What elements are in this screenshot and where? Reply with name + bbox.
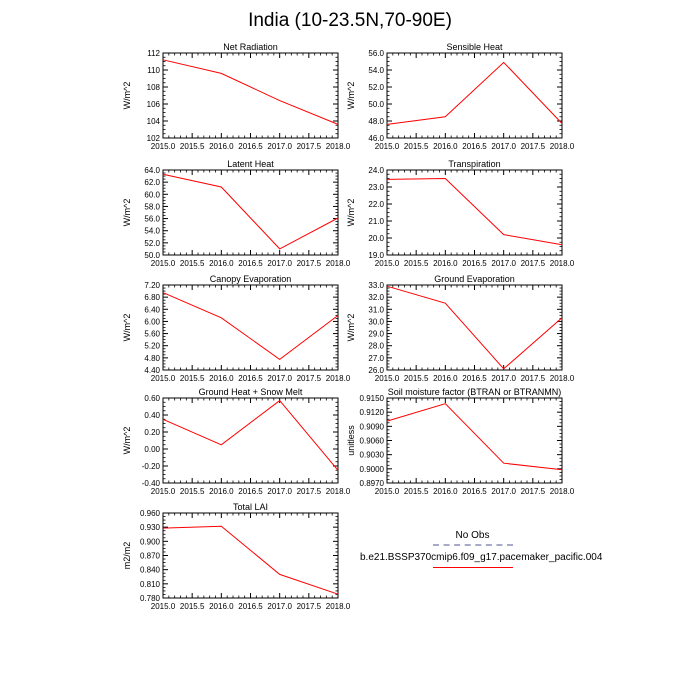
- y-tick-label: 0.9090: [359, 422, 384, 432]
- chart-panel: [122, 42, 351, 151]
- y-tick-label: 56.0: [368, 49, 384, 58]
- y-tick-label: 0.8970: [359, 479, 384, 488]
- x-tick-label: 2017.0: [491, 487, 516, 496]
- panel-title: Sensible Heat: [446, 42, 503, 52]
- y-tick-label: 5.60: [144, 329, 160, 339]
- y-tick-label: 102: [146, 134, 160, 143]
- y-tick-label: 64.0: [144, 166, 160, 175]
- y-tick-label: 30.0: [368, 317, 384, 327]
- plot-frame: [163, 170, 338, 255]
- y-tick-label: 0.9030: [359, 450, 384, 460]
- x-tick-label: 2018.0: [549, 487, 575, 496]
- x-tick-label: 2017.0: [267, 374, 292, 383]
- series-line: [163, 293, 338, 360]
- y-axis-label: W/m^2: [346, 313, 356, 342]
- x-tick-label: 2017.5: [520, 259, 546, 268]
- y-axis-label: unitless: [346, 425, 356, 456]
- y-tick-label: 0.20: [144, 428, 160, 437]
- plot-frame: [163, 285, 338, 370]
- x-tick-label: 2016.0: [209, 142, 234, 151]
- y-tick-label: 48.0: [368, 117, 384, 126]
- x-tick-label: 2017.0: [267, 487, 292, 496]
- y-tick-label: 0.9120: [359, 408, 384, 418]
- y-tick-label: 0.9060: [359, 436, 384, 446]
- y-tick-label: 0.810: [139, 579, 160, 589]
- page-title: India (10-23.5N,70-90E): [248, 10, 452, 31]
- y-tick-label: 0.60: [144, 394, 160, 403]
- y-tick-label: 46.0: [368, 134, 384, 143]
- x-tick-label: 2016.0: [433, 259, 458, 268]
- x-tick-label: 2017.0: [491, 259, 516, 268]
- x-tick-label: 2016.5: [462, 259, 487, 268]
- series-line: [163, 174, 338, 249]
- y-axis-label: W/m^2: [122, 198, 132, 227]
- y-tick-label: 4.80: [144, 353, 160, 363]
- y-tick-label: 28.0: [368, 341, 384, 351]
- y-tick-label: 0.960: [139, 509, 160, 518]
- x-tick-label: 2017.5: [296, 487, 322, 496]
- x-tick-label: 2017.5: [520, 487, 546, 496]
- x-tick-label: 2015.5: [403, 374, 429, 383]
- chart-panel: [122, 274, 351, 383]
- y-tick-label: 112: [147, 49, 160, 58]
- y-tick-label: 32.0: [368, 293, 384, 303]
- chart-panel: [122, 502, 351, 611]
- x-tick-label: 2016.5: [238, 487, 263, 496]
- y-tick-label: 27.0: [368, 353, 384, 363]
- x-tick-label: 2017.0: [267, 142, 292, 151]
- x-tick-label: 2017.0: [267, 259, 292, 268]
- x-tick-label: 2018.0: [325, 487, 351, 496]
- x-tick-label: 2018.0: [549, 259, 575, 268]
- x-tick-label: 2016.5: [238, 374, 263, 383]
- x-tick-label: 2018.0: [325, 259, 351, 268]
- y-tick-label: 21.0: [368, 217, 384, 226]
- y-tick-label: 0.900: [139, 537, 160, 547]
- y-tick-label: 0.9150: [359, 394, 384, 403]
- y-tick-label: 26.0: [368, 366, 384, 375]
- y-tick-label: 33.0: [368, 281, 384, 290]
- y-tick-label: 60.0: [144, 190, 160, 200]
- y-tick-label: 0.40: [144, 411, 160, 420]
- chart-panel: [346, 159, 575, 268]
- chart-panel: [122, 159, 351, 268]
- y-axis-label: W/m^2: [122, 81, 132, 110]
- x-tick-label: 2017.5: [520, 374, 546, 383]
- panel-title: Net Radiation: [223, 42, 278, 52]
- x-tick-label: 2015.5: [179, 602, 205, 611]
- x-tick-label: 2016.5: [238, 602, 263, 611]
- x-tick-label: 2016.0: [433, 487, 458, 496]
- x-tick-label: 2016.5: [462, 487, 487, 496]
- series-line: [163, 60, 338, 125]
- x-tick-label: 2015.5: [403, 142, 429, 151]
- y-tick-label: 31.0: [368, 305, 384, 315]
- x-tick-label: 2017.5: [296, 259, 322, 268]
- y-tick-label: 54.0: [144, 226, 160, 236]
- y-tick-label: 0.780: [139, 594, 160, 603]
- x-tick-label: 2016.0: [209, 374, 234, 383]
- x-tick-label: 2016.0: [209, 602, 234, 611]
- y-tick-label: 6.40: [144, 305, 160, 315]
- chart-panel: [346, 387, 575, 496]
- legend-obs-line: [433, 544, 513, 546]
- x-tick-label: 2015.0: [374, 142, 400, 151]
- panel-title: Latent Heat: [227, 159, 274, 169]
- y-tick-label: 19.0: [368, 251, 384, 260]
- panel-title: Ground Evaporation: [434, 274, 515, 284]
- x-tick-label: 2016.0: [433, 142, 458, 151]
- panel-title: Canopy Evaporation: [209, 274, 292, 284]
- series-line: [163, 401, 338, 471]
- x-tick-label: 2015.0: [374, 259, 400, 268]
- panel-title: Total LAI: [232, 502, 269, 512]
- plot-frame: [387, 285, 562, 370]
- legend: [360, 530, 603, 574]
- y-axis-label: m2/m2: [122, 541, 132, 570]
- x-tick-label: 2016.5: [238, 259, 263, 268]
- x-tick-label: 2015.5: [179, 259, 205, 268]
- plot-frame: [387, 398, 562, 483]
- x-tick-label: 2017.5: [296, 374, 322, 383]
- y-tick-label: 20.0: [368, 234, 384, 243]
- y-tick-label: 50.0: [144, 251, 160, 260]
- x-tick-label: 2018.0: [325, 602, 351, 611]
- x-tick-label: 2017.5: [520, 142, 546, 151]
- x-tick-label: 2015.0: [150, 259, 176, 268]
- x-tick-label: 2015.5: [403, 487, 429, 496]
- x-tick-label: 2015.0: [150, 374, 176, 383]
- y-tick-label: 108: [146, 83, 160, 92]
- y-tick-label: 7.20: [144, 281, 160, 290]
- y-tick-label: 104: [146, 117, 160, 126]
- x-tick-label: 2015.0: [374, 374, 400, 383]
- x-tick-label: 2016.0: [433, 374, 458, 383]
- plot-frame: [163, 398, 338, 483]
- x-tick-label: 2017.5: [296, 142, 322, 151]
- y-tick-label: 0.9000: [359, 464, 384, 474]
- x-tick-label: 2018.0: [325, 142, 351, 151]
- y-tick-label: 4.40: [144, 366, 160, 375]
- y-tick-label: 52.0: [144, 238, 160, 248]
- y-tick-label: 0.00: [144, 445, 160, 454]
- plot-frame: [387, 170, 562, 255]
- y-axis-label: W/m^2: [346, 198, 356, 227]
- x-tick-label: 2017.5: [296, 602, 322, 611]
- y-tick-label: 106: [146, 100, 160, 109]
- x-tick-label: 2015.5: [403, 259, 429, 268]
- y-tick-label: 22.0: [368, 200, 384, 209]
- x-tick-label: 2016.0: [209, 487, 234, 496]
- x-tick-label: 2017.0: [491, 374, 516, 383]
- y-tick-label: 110: [147, 66, 160, 75]
- x-tick-label: 2018.0: [549, 374, 575, 383]
- x-tick-label: 2015.0: [150, 602, 176, 611]
- y-tick-label: 23.0: [368, 183, 384, 192]
- x-tick-label: 2015.0: [374, 487, 400, 496]
- y-tick-label: 29.0: [368, 329, 384, 339]
- y-tick-label: 6.80: [144, 293, 160, 303]
- y-tick-label: 54.0: [368, 66, 384, 75]
- y-tick-label: 50.0: [368, 100, 384, 109]
- y-tick-label: 0.870: [139, 551, 160, 561]
- x-tick-label: 2015.0: [150, 487, 176, 496]
- series-line: [163, 526, 338, 594]
- x-tick-label: 2015.5: [179, 374, 205, 383]
- legend-obs-label: No Obs: [455, 530, 490, 541]
- x-tick-label: 2016.0: [209, 259, 234, 268]
- y-tick-label: 6.00: [144, 317, 160, 327]
- panel-title: Soil moisture factor (BTRAN or BTRANMN): [387, 387, 562, 397]
- x-tick-label: 2018.0: [549, 142, 575, 151]
- chart-panel: [122, 387, 351, 496]
- panel-title: Transpiration: [448, 159, 501, 169]
- x-tick-label: 2016.5: [238, 142, 263, 151]
- y-tick-label: 56.0: [144, 214, 160, 224]
- chart-panel: [346, 274, 575, 383]
- y-axis-label: W/m^2: [122, 426, 132, 455]
- y-tick-label: -0.40: [141, 479, 160, 488]
- x-tick-label: 2016.5: [462, 142, 487, 151]
- series-line: [387, 62, 562, 124]
- y-tick-label: 0.840: [139, 565, 160, 575]
- y-tick-label: 24.0: [368, 166, 384, 175]
- x-tick-label: 2015.0: [150, 142, 176, 151]
- x-tick-label: 2015.5: [179, 487, 205, 496]
- x-tick-label: 2018.0: [325, 374, 351, 383]
- legend-model-label: b.e21.BSSP370cmip6.f09_g17.pacemaker_pacific.004: [360, 552, 603, 563]
- series-line: [387, 179, 562, 245]
- y-tick-label: -0.20: [141, 462, 160, 471]
- x-tick-label: 2017.0: [491, 142, 516, 151]
- chart-panel: [346, 42, 575, 151]
- y-axis-label: W/m^2: [346, 81, 356, 110]
- y-tick-label: 58.0: [144, 202, 160, 212]
- y-tick-label: 62.0: [144, 178, 160, 188]
- series-line: [387, 286, 562, 369]
- panel-title: Ground Heat + Snow Melt: [198, 387, 303, 397]
- legend-model-line: [433, 567, 513, 568]
- x-tick-label: 2016.5: [462, 374, 487, 383]
- y-tick-label: 5.20: [144, 341, 160, 351]
- x-tick-label: 2017.0: [267, 602, 292, 611]
- y-tick-label: 52.0: [368, 83, 384, 92]
- y-axis-label: W/m^2: [122, 313, 132, 342]
- x-tick-label: 2015.5: [179, 142, 205, 151]
- series-line: [387, 404, 562, 470]
- y-tick-label: 0.930: [139, 523, 160, 533]
